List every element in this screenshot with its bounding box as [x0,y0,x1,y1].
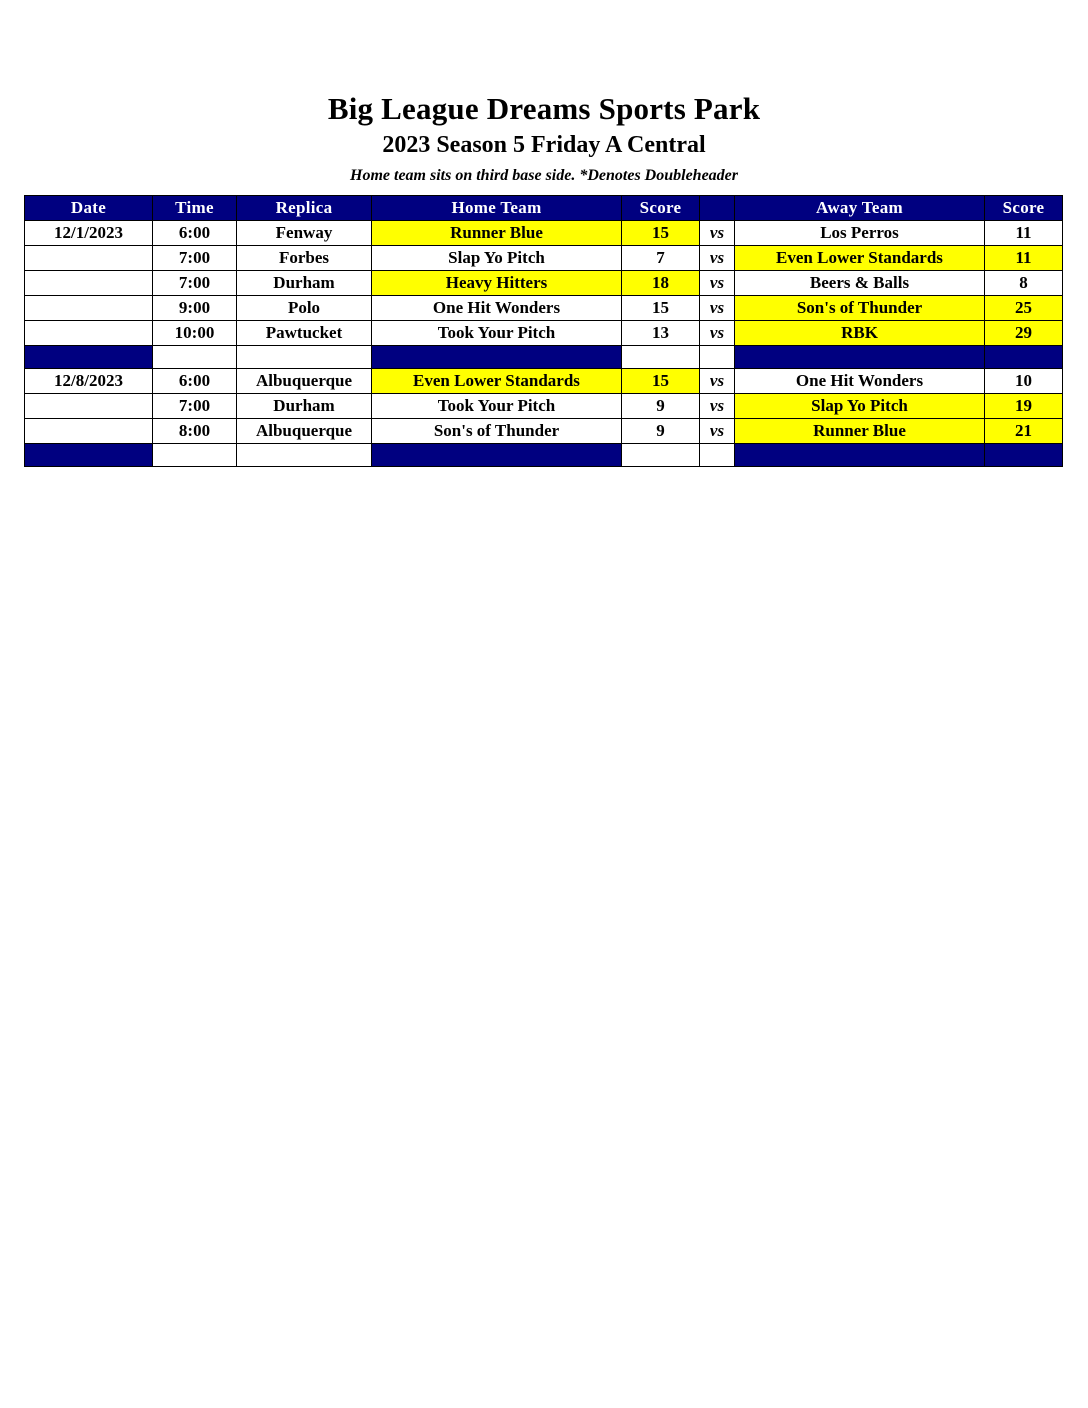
cell-home-score: 9 [622,394,700,419]
cell-away-team: One Hit Wonders [735,369,985,394]
cell-home-team: One Hit Wonders [372,296,622,321]
separator-cell [153,444,237,467]
cell-home-team: Runner Blue [372,221,622,246]
cell-home-team: Heavy Hitters [372,271,622,296]
separator-cell [985,444,1063,467]
table-row [25,221,1063,246]
separator-cell [735,444,985,467]
cell-away-score: 11 [985,221,1063,246]
page-subtitle: 2023 Season 5 Friday A Central [382,132,706,159]
cell-vs: vs [700,296,735,321]
cell-away-score: 19 [985,394,1063,419]
page-title: Big League Dreams Sports Park [327,91,761,126]
cell-vs: vs [700,419,735,444]
cell-away-team: Los Perros [735,221,985,246]
table-row [25,246,1063,271]
cell-home-score: 9 [622,419,700,444]
cell-time: 10:00 [153,321,237,346]
separator-cell [372,346,622,369]
separator-cell [237,444,372,467]
cell-away-score: 25 [985,296,1063,321]
cell-vs: vs [700,246,735,271]
cell-home-team: Son's of Thunder [372,419,622,444]
cell-away-team: Slap Yo Pitch [735,394,985,419]
cell-home-score: 15 [622,296,700,321]
cell-home-score: 18 [622,271,700,296]
cell-away-team: Son's of Thunder [735,296,985,321]
cell-time: 7:00 [153,246,237,271]
separator-cell [372,444,622,467]
cell-home-score: 7 [622,246,700,271]
cell-home-score: 15 [622,221,700,246]
cell-vs: vs [700,271,735,296]
schedule-table [24,195,1063,467]
cell-away-team: Runner Blue [735,419,985,444]
cell-replica: Pawtucket [237,321,372,346]
cell-away-score: 21 [985,419,1063,444]
cell-vs: vs [700,369,735,394]
cell-replica: Fenway [237,221,372,246]
table-row [25,321,1063,346]
table-row [25,394,1063,419]
table-row [25,296,1063,321]
column-header-vs [700,196,735,221]
cell-away-team: RBK [735,321,985,346]
cell-away-score: 11 [985,246,1063,271]
column-header-home-team: Home Team [372,196,622,221]
separator-cell [25,444,153,467]
cell-away-score: 29 [985,321,1063,346]
table-row [25,271,1063,296]
cell-away-score: 10 [985,369,1063,394]
separator-cell [985,346,1063,369]
cell-away-score: 8 [985,271,1063,296]
cell-time: 6:00 [153,369,237,394]
separator-cell [622,444,700,467]
cell-replica: Albuquerque [237,419,372,444]
separator-cell [700,346,735,369]
cell-home-team: Even Lower Standards [372,369,622,394]
column-header-date: Date [25,196,153,221]
cell-vs: vs [700,221,735,246]
column-header-away-score: Score [985,196,1063,221]
cell-home-score: 13 [622,321,700,346]
table-row [25,369,1063,394]
cell-time: 7:00 [153,271,237,296]
separator-cell [700,444,735,467]
week-separator-row [25,346,1063,369]
column-header-away-team: Away Team [735,196,985,221]
cell-home-score: 15 [622,369,700,394]
cell-time: 9:00 [153,296,237,321]
separator-cell [622,346,700,369]
cell-vs: vs [700,321,735,346]
cell-home-team: Slap Yo Pitch [372,246,622,271]
cell-date [25,246,153,271]
cell-home-team: Took Your Pitch [372,394,622,419]
separator-cell [735,346,985,369]
separator-cell [237,346,372,369]
cell-time: 8:00 [153,419,237,444]
table-header-row [25,196,1063,221]
cell-replica: Forbes [237,246,372,271]
cell-replica: Durham [237,271,372,296]
column-header-time: Time [153,196,237,221]
cell-time: 7:00 [153,394,237,419]
cell-date [25,321,153,346]
separator-cell [25,346,153,369]
table-body [25,221,1063,467]
table-footer-row [25,444,1063,467]
cell-date [25,296,153,321]
cell-away-team: Beers & Balls [735,271,985,296]
cell-date [25,419,153,444]
document-header [0,0,1088,185]
cell-vs: vs [700,394,735,419]
cell-replica: Durham [237,394,372,419]
column-header-home-score: Score [622,196,700,221]
header-note: Home team sits on third base side. *Denotes Doubleheader [350,167,738,185]
table-row [25,419,1063,444]
cell-date: 12/8/2023 [25,369,153,394]
cell-date [25,394,153,419]
column-header-replica: Replica [237,196,372,221]
cell-replica: Albuquerque [237,369,372,394]
cell-replica: Polo [237,296,372,321]
cell-time: 6:00 [153,221,237,246]
cell-date: 12/1/2023 [25,221,153,246]
cell-home-team: Took Your Pitch [372,321,622,346]
cell-away-team: Even Lower Standards [735,246,985,271]
separator-cell [153,346,237,369]
cell-date [25,271,153,296]
